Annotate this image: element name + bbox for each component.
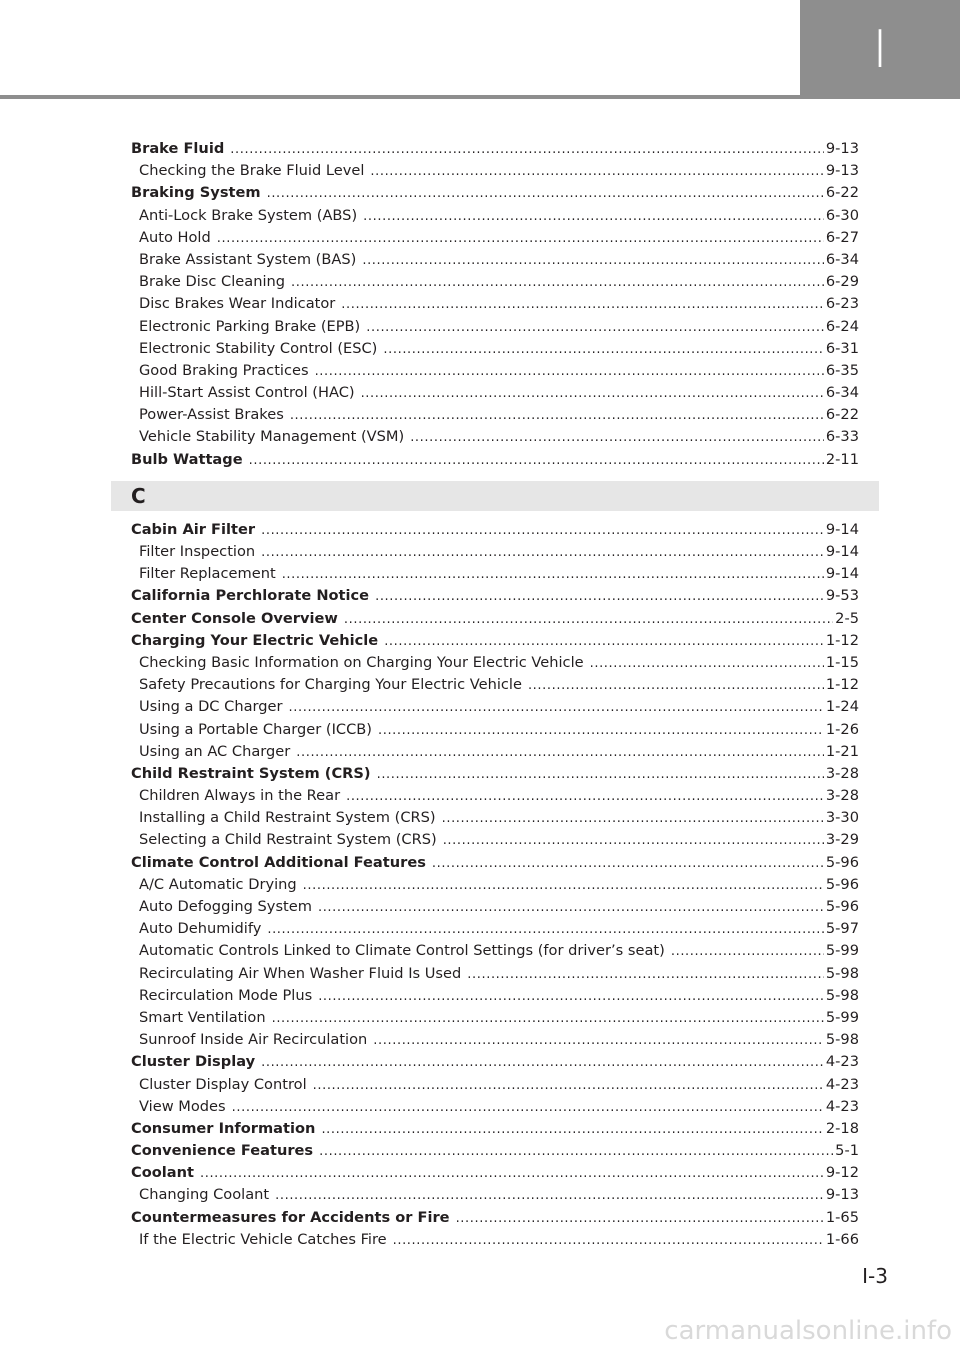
dot-leader	[267, 919, 824, 941]
entry-page-ref: 5-96	[825, 853, 859, 871]
entry-label: Selecting a Child Restraint System (CRS)	[139, 831, 437, 849]
entry-label: Cluster Display Control	[139, 1075, 307, 1093]
index-subentry[interactable]	[131, 896, 859, 918]
index-subentry[interactable]	[131, 360, 859, 382]
entry-page-ref: 9-13	[825, 162, 859, 180]
index-subentry[interactable]	[131, 271, 859, 293]
dot-leader	[232, 1097, 824, 1119]
dot-leader	[321, 1119, 823, 1141]
entry-page-ref: 6-29	[825, 273, 859, 291]
index-entry[interactable]	[131, 1207, 859, 1229]
entry-label: Hill-Start Assist Control (HAC)	[139, 384, 355, 402]
entry-page-ref: 4-23	[825, 1075, 859, 1093]
dot-leader	[375, 586, 824, 608]
entry-label: Electronic Stability Control (ESC)	[139, 339, 378, 357]
entry-page-ref: 6-27	[825, 228, 859, 246]
index-subentry[interactable]	[131, 874, 859, 896]
dot-leader	[291, 272, 824, 294]
index-entry[interactable]	[131, 1118, 859, 1140]
entry-label: A/C Automatic Drying	[139, 875, 297, 893]
entry-page-ref: 1-12	[825, 631, 859, 649]
index-subentry[interactable]	[131, 1184, 859, 1206]
watermark: carmanualsonline.info	[664, 1316, 952, 1346]
dot-leader	[341, 294, 824, 316]
entry-page-ref: 6-34	[825, 250, 859, 268]
entry-page-ref: 6-33	[825, 428, 859, 446]
entry-label: View Modes	[139, 1097, 226, 1115]
index-subentry[interactable]	[131, 316, 859, 338]
index-entry[interactable]	[131, 630, 859, 652]
dot-leader	[261, 520, 824, 542]
entry-label: Auto Defogging System	[139, 898, 312, 915]
entry-label: Countermeasures for Accidents or Fire	[131, 1208, 450, 1226]
entry-page-ref: 4-23	[825, 1053, 859, 1071]
dot-leader	[384, 631, 824, 653]
dot-leader	[319, 1141, 833, 1163]
index-subentry[interactable]	[131, 1029, 859, 1051]
entry-label: Bulb Wattage	[131, 450, 243, 468]
entry-page-ref: 5-96	[825, 898, 859, 915]
index-subentry[interactable]	[131, 293, 859, 315]
entry-label: Using a DC Charger	[139, 698, 283, 716]
entry-label: Good Braking Practices	[139, 361, 309, 379]
dot-leader	[432, 853, 824, 875]
entry-label: Brake Assistant System (BAS)	[139, 250, 357, 268]
dot-leader	[528, 675, 824, 697]
entry-page-ref: 6-23	[825, 295, 859, 313]
entry-label: California Perchlorate Notice	[131, 587, 370, 605]
index-subentry[interactable]	[131, 160, 859, 182]
dot-leader	[282, 564, 824, 586]
dot-leader	[442, 808, 824, 830]
dot-leader	[315, 361, 824, 383]
dot-leader	[290, 405, 824, 427]
entry-page-ref: 1-66	[825, 1230, 859, 1248]
dot-leader	[671, 941, 824, 963]
index-tab	[800, 0, 960, 99]
entry-label: Vehicle Stability Management (VSM)	[139, 428, 405, 446]
index-block-b	[131, 138, 859, 471]
index-subentry[interactable]	[131, 1074, 859, 1096]
index-subentry[interactable]	[131, 985, 859, 1007]
entry-page-ref: 1-15	[825, 653, 859, 671]
dot-leader	[456, 1208, 824, 1230]
index-subentry[interactable]	[131, 719, 859, 741]
entry-label: Climate Control Additional Features	[131, 853, 426, 871]
entry-label: Cluster Display	[131, 1053, 256, 1071]
index-entry[interactable]	[131, 763, 859, 785]
entry-page-ref: 9-13	[825, 140, 859, 157]
index-entry[interactable]	[131, 182, 859, 204]
entry-label: Brake Fluid	[131, 140, 225, 157]
entry-page-ref: 2-11	[825, 450, 859, 468]
entry-page-ref: 2-18	[825, 1119, 859, 1137]
dot-leader	[590, 653, 824, 675]
entry-label: Installing a Child Restraint System (CRS)	[139, 809, 436, 827]
index-subentry[interactable]	[131, 807, 859, 829]
dot-leader	[344, 609, 833, 631]
index-subentry[interactable]	[131, 541, 859, 563]
index-entry[interactable]	[131, 852, 859, 874]
dot-leader	[377, 764, 824, 786]
entry-page-ref: 5-97	[825, 920, 859, 938]
entry-label: Power-Assist Brakes	[139, 406, 284, 424]
index-subentry[interactable]	[131, 205, 859, 227]
entry-label: Auto Dehumidify	[139, 920, 262, 938]
index-entry[interactable]	[131, 519, 859, 541]
entry-page-ref: 5-99	[825, 942, 859, 960]
page-number: I-3	[862, 1264, 888, 1288]
entry-label: Recirculation Mode Plus	[139, 986, 313, 1004]
entry-page-ref: 9-14	[825, 543, 859, 560]
entry-page-ref: 6-35	[825, 361, 859, 379]
dot-leader	[275, 1185, 824, 1207]
index-subentry[interactable]	[131, 249, 859, 271]
index-entry[interactable]	[131, 138, 859, 160]
entry-page-ref: 1-65	[825, 1208, 859, 1226]
entry-label: Center Console Overview	[131, 609, 338, 627]
entry-label: Braking System	[131, 184, 261, 202]
entry-page-ref: 1-12	[825, 676, 859, 694]
index-subentry[interactable]	[131, 1229, 859, 1251]
entry-label: Filter Inspection	[139, 543, 256, 560]
dot-leader	[289, 697, 824, 719]
index-entry[interactable]	[131, 449, 859, 471]
index-subentry[interactable]	[131, 829, 859, 851]
index-subentry[interactable]	[131, 404, 859, 426]
entry-page-ref: 6-31	[825, 339, 859, 357]
entry-page-ref: 2-5	[835, 609, 859, 627]
index-content	[131, 138, 859, 1251]
dot-leader	[272, 1008, 824, 1030]
entry-page-ref: 9-13	[825, 1186, 859, 1204]
entry-page-ref: 9-12	[825, 1164, 859, 1182]
dot-leader	[383, 339, 823, 361]
entry-label: Recirculating Air When Washer Fluid Is Used	[139, 964, 462, 982]
dot-leader	[261, 542, 824, 564]
entry-label: Using a Portable Charger (ICCB)	[139, 720, 372, 738]
entry-page-ref: 5-98	[825, 1031, 859, 1049]
dot-leader	[373, 1030, 824, 1052]
index-subentry[interactable]	[131, 652, 859, 674]
entry-page-ref: 5-98	[825, 964, 859, 982]
entry-page-ref: 9-53	[825, 587, 859, 605]
entry-label: If the Electric Vehicle Catches Fire	[139, 1230, 387, 1248]
index-entry[interactable]	[131, 1051, 859, 1073]
index-subentry[interactable]	[131, 382, 859, 404]
entry-label: Electronic Parking Brake (EPB)	[139, 317, 361, 335]
dot-leader	[318, 897, 824, 919]
entry-label: Checking the Brake Fluid Level	[139, 162, 365, 180]
entry-page-ref: 3-29	[825, 831, 859, 849]
entry-page-ref: 6-24	[825, 317, 859, 335]
entry-label: Consumer Information	[131, 1119, 316, 1137]
index-subentry[interactable]	[131, 426, 859, 448]
index-subentry[interactable]	[131, 785, 859, 807]
entry-page-ref: 5-96	[825, 875, 859, 893]
index-subentry[interactable]	[131, 696, 859, 718]
entry-page-ref: 3-28	[825, 764, 859, 782]
dot-leader	[346, 786, 824, 808]
section-letter: C	[131, 483, 146, 508]
dot-leader	[249, 450, 824, 472]
dot-leader	[267, 183, 824, 205]
dot-leader	[200, 1163, 824, 1185]
entry-page-ref: 3-28	[825, 787, 859, 805]
index-subentry[interactable]	[131, 1007, 859, 1029]
entry-label: Brake Disc Cleaning	[139, 273, 286, 291]
dot-leader	[363, 206, 824, 228]
entry-page-ref: 5-98	[825, 986, 859, 1004]
index-subentry[interactable]	[131, 338, 859, 360]
entry-label: Cabin Air Filter	[131, 520, 256, 538]
entry-page-ref: 1-26	[825, 720, 859, 738]
dot-leader	[443, 830, 824, 852]
index-subentry[interactable]	[131, 674, 859, 696]
entry-page-ref: 9-14	[825, 565, 859, 583]
index-subentry[interactable]	[131, 227, 859, 249]
index-entry[interactable]	[131, 1162, 859, 1184]
entry-label: Disc Brakes Wear Indicator	[139, 295, 336, 313]
entry-page-ref: 4-23	[825, 1097, 859, 1115]
entry-label: Anti-Lock Brake System (ABS)	[139, 206, 358, 224]
entry-page-ref: 1-21	[825, 742, 859, 760]
dot-leader	[230, 139, 824, 161]
index-subentry[interactable]	[131, 963, 859, 985]
header-rule	[0, 95, 800, 99]
entry-label: Checking Basic Information on Charging Your Electric Vehicle	[139, 653, 584, 671]
dot-leader	[370, 161, 824, 183]
index-entry[interactable]	[131, 1140, 859, 1162]
dot-leader	[303, 875, 824, 897]
entry-label: Filter Replacement	[139, 565, 276, 583]
section-header-c	[111, 481, 879, 511]
entry-page-ref: 6-30	[825, 206, 859, 224]
entry-label: Smart Ventilation	[139, 1008, 266, 1026]
entry-page-ref: 6-34	[825, 384, 859, 402]
dot-leader	[313, 1075, 824, 1097]
entry-page-ref: 6-22	[825, 184, 859, 202]
dot-leader	[318, 986, 824, 1008]
entry-page-ref: 9-14	[825, 520, 859, 538]
index-entry[interactable]	[131, 608, 859, 630]
dot-leader	[217, 228, 824, 250]
entry-label: Automatic Controls Linked to Climate Control Settings (for driver’s seat)	[139, 942, 665, 960]
entry-page-ref: 3-30	[825, 809, 859, 827]
index-subentry[interactable]	[131, 1096, 859, 1118]
index-subentry[interactable]	[131, 563, 859, 585]
dot-leader	[361, 383, 824, 405]
entry-label: Auto Hold	[139, 228, 211, 246]
entry-label: Sunroof Inside Air Recirculation	[139, 1031, 368, 1049]
index-subentry[interactable]	[131, 918, 859, 940]
entry-page-ref: 1-24	[825, 698, 859, 716]
entry-label: Coolant	[131, 1164, 194, 1182]
entry-page-ref: 5-1	[835, 1142, 859, 1160]
dot-leader	[261, 1052, 824, 1074]
index-block-c	[131, 519, 859, 1251]
entry-page-ref: 6-22	[825, 406, 859, 424]
entry-label: Charging Your Electric Vehicle	[131, 631, 379, 649]
entry-label: Using an AC Charger	[139, 742, 291, 760]
entry-label: Children Always in the Rear	[139, 787, 341, 805]
entry-label: Child Restraint System (CRS)	[131, 764, 371, 782]
entry-label: Safety Precautions for Charging Your Electric Vehicle	[139, 676, 522, 694]
entry-page-ref: 5-99	[825, 1008, 859, 1026]
dot-leader	[362, 250, 824, 272]
index-entry[interactable]	[131, 585, 859, 607]
dot-leader	[467, 964, 824, 986]
index-subentry[interactable]	[131, 741, 859, 763]
dot-leader	[410, 427, 824, 449]
entry-label: Changing Coolant	[139, 1186, 270, 1204]
dot-leader	[378, 720, 824, 742]
dot-leader	[393, 1230, 824, 1252]
entry-label: Convenience Features	[131, 1142, 314, 1160]
dot-leader	[296, 742, 824, 764]
index-tab-label: I	[872, 19, 888, 80]
index-subentry[interactable]	[131, 940, 859, 962]
dot-leader	[366, 317, 824, 339]
